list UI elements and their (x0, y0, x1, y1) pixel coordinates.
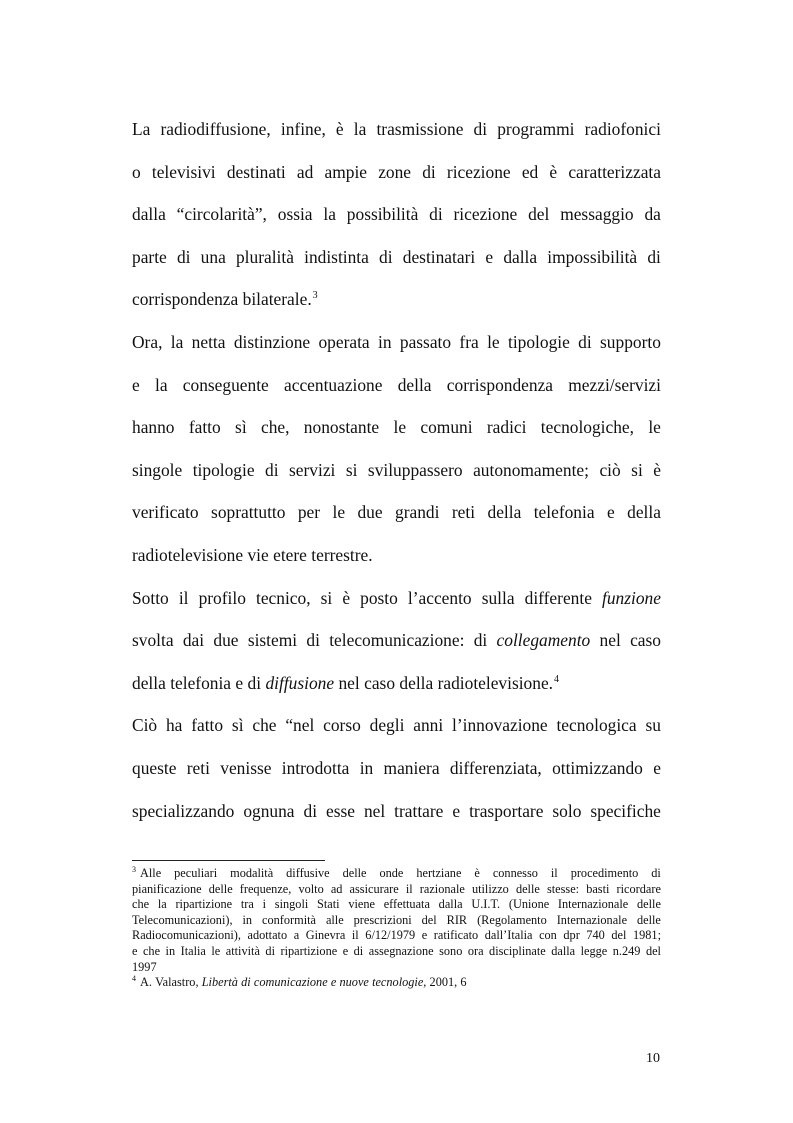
word: differente (524, 587, 592, 608)
word: supporto (600, 331, 661, 352)
body-line (132, 619, 661, 662)
word: svolta (132, 630, 174, 651)
word: utilizzo (471, 881, 509, 896)
word: della (627, 502, 661, 523)
word: pluralità (235, 246, 294, 267)
body-line (132, 704, 661, 747)
word: del (645, 943, 661, 958)
word: 2001, (429, 975, 458, 990)
word: Ciò (132, 715, 158, 736)
word: U.I.T. (471, 897, 501, 912)
body-line (132, 278, 661, 321)
word: Radiocomunicazioni), (132, 928, 241, 943)
word: bilaterale.$^3$ (242, 289, 318, 310)
word: ricezione (453, 204, 518, 225)
word: dalla (132, 204, 166, 225)
word: indistinta (304, 246, 369, 267)
word: “nel (285, 715, 315, 736)
word: dai (182, 630, 205, 651)
word: ed (521, 161, 539, 182)
word: programmi (497, 119, 575, 139)
word: la (157, 897, 167, 912)
word: conformità (262, 912, 316, 927)
word: autonomamente; (473, 459, 589, 480)
word: dalla (551, 943, 576, 958)
footnote-separator (132, 860, 325, 861)
word: la (154, 374, 168, 395)
word: 1981; (632, 928, 661, 943)
word: televisivi (151, 161, 216, 182)
word: di (473, 630, 488, 651)
word: radiotelevisione.$^4$ (437, 672, 560, 693)
word: nonostante (303, 417, 380, 438)
word: radiofonici (584, 119, 661, 139)
word: le (393, 417, 407, 438)
word: introdotta (281, 757, 350, 778)
body-line (132, 577, 661, 620)
word: corrispondenza (132, 289, 239, 310)
word: corso (323, 715, 361, 736)
word: di (379, 246, 393, 267)
word: ripartizione (175, 897, 233, 912)
word: e (132, 374, 140, 395)
word: due (213, 630, 239, 651)
emphasis: funzione (602, 587, 661, 608)
word (241, 975, 251, 991)
word: è (549, 161, 558, 182)
word: ad (296, 161, 314, 182)
word: specifiche (590, 800, 661, 821)
word: di (265, 459, 279, 480)
word: della (487, 502, 522, 523)
word: nel (599, 630, 621, 651)
word: caratterizzata (568, 161, 661, 182)
word: Telecomunicazioni), (132, 912, 233, 927)
word: zone (378, 161, 412, 182)
word: servizi (289, 459, 336, 480)
emphasis: diffusione (265, 672, 335, 693)
word: 1997 (132, 959, 157, 974)
word: e (485, 246, 494, 267)
word: su (645, 715, 661, 736)
word: terrestre. (311, 544, 373, 565)
word: si (320, 587, 333, 608)
word: che, (260, 417, 290, 438)
word (202, 975, 238, 991)
word: ottimizzando (552, 757, 643, 778)
word: telefonia (170, 672, 232, 693)
word: maniera (383, 757, 440, 778)
word: $^3$ Alle (132, 865, 162, 880)
word: di (353, 943, 364, 958)
word: basti (586, 881, 610, 896)
footnote-line (132, 944, 661, 960)
word: posto (360, 587, 398, 608)
word: della (397, 374, 432, 395)
word: del (528, 204, 550, 225)
word: la (170, 331, 184, 352)
word: singoli (274, 897, 309, 912)
body-line (132, 491, 661, 534)
word: soprattutto (211, 502, 286, 523)
footnote-line (132, 897, 661, 913)
word (340, 975, 369, 991)
word: con (539, 928, 557, 943)
word: trasportare (469, 800, 544, 821)
word: razionale (419, 881, 465, 896)
word: trasmissione (376, 119, 464, 139)
word: corrispondenza (446, 374, 554, 395)
word: del (421, 912, 437, 927)
word: in (242, 912, 253, 927)
page-number: 10 (646, 1051, 660, 1066)
word: nel (338, 672, 360, 693)
word: destinatari (402, 246, 476, 267)
word: in (165, 943, 176, 958)
word: tipologie (192, 459, 255, 480)
word: e (235, 672, 244, 693)
footnote-marker: 3 (312, 290, 318, 302)
word: l’accento (407, 587, 472, 608)
word: ricordare (616, 881, 661, 896)
footnote-line (132, 882, 661, 898)
word: La (132, 119, 151, 139)
word: diffusive (286, 866, 330, 880)
word: si (345, 459, 358, 480)
word: ognuna (243, 800, 295, 821)
word: ratificato (433, 928, 479, 943)
emphasis: nuove (339, 975, 369, 990)
word: di (647, 246, 661, 267)
footnote-line (132, 866, 661, 882)
word: conseguente (182, 374, 269, 395)
word: il (351, 928, 359, 943)
word: netta (191, 331, 226, 352)
word: di (473, 119, 488, 139)
word: “circolarità”, (176, 204, 267, 225)
emphasis: collegamento (496, 630, 591, 651)
word: che (252, 715, 277, 736)
word: che (132, 897, 150, 912)
word: reti (451, 502, 476, 523)
body-line (132, 534, 661, 577)
word: anni (413, 715, 444, 736)
word: solo (552, 800, 582, 821)
word: ossia (277, 204, 313, 225)
word: parte (132, 246, 167, 267)
word: effettuata (383, 897, 430, 912)
word: messaggio (560, 204, 634, 225)
word: del (611, 928, 627, 943)
word: volto (298, 881, 324, 896)
word: singole (132, 459, 183, 480)
word: pianificazione (132, 881, 202, 896)
word: hanno (132, 417, 175, 438)
word: comuni (420, 417, 473, 438)
word (254, 975, 328, 991)
word: l’innovazione (452, 715, 548, 736)
word: in (359, 757, 374, 778)
word: di (651, 866, 661, 880)
word: radici (486, 417, 527, 438)
word: n.249 (612, 943, 641, 958)
word: sì (235, 417, 247, 438)
word: sì (231, 715, 244, 736)
emphasis: tecnologie, (372, 975, 427, 990)
word: tecnico, (255, 587, 311, 608)
body-line (132, 790, 661, 833)
word: passato (399, 331, 452, 352)
word: di (578, 331, 592, 352)
body-line (132, 364, 661, 407)
word: legge (580, 943, 608, 958)
word: caso (630, 630, 661, 651)
word: la (323, 204, 336, 225)
word: e (653, 757, 661, 778)
word: la (353, 119, 367, 139)
word: ha (165, 715, 183, 736)
word (372, 975, 426, 991)
word: di (176, 246, 191, 267)
word: Stati (317, 897, 340, 912)
body-line (132, 449, 661, 492)
word: da (644, 204, 661, 225)
word: e (452, 800, 461, 821)
word: ad (330, 881, 343, 896)
main-text (132, 108, 661, 832)
word: 6 (460, 975, 467, 990)
word (331, 975, 336, 991)
word: prescrizioni (353, 912, 412, 927)
word: delle (515, 881, 540, 896)
word: operata (318, 331, 370, 352)
word: vie (247, 544, 269, 565)
word: specializzando (132, 800, 235, 821)
word: (Unione (508, 897, 550, 912)
word: delle (342, 866, 367, 880)
body-line (132, 108, 661, 151)
word (265, 662, 334, 705)
word: tipologie (507, 331, 570, 352)
word: onde (379, 866, 404, 880)
word: ora (467, 943, 484, 958)
word: distinzione (233, 331, 311, 352)
word: peculiari (174, 866, 218, 880)
word: due (357, 502, 383, 523)
word: Ora, (132, 331, 163, 352)
word: assicurare (349, 881, 399, 896)
word: telecomunicazione: (329, 630, 465, 651)
word: frequenze, (239, 881, 292, 896)
body-line (132, 406, 661, 449)
word: verificato (132, 502, 199, 523)
word: telefonia (533, 502, 595, 523)
body-line (132, 662, 661, 705)
word: il (550, 866, 558, 880)
footnote-line (132, 960, 661, 976)
word: dalla (503, 246, 538, 267)
word: etere (273, 544, 307, 565)
word: le (211, 943, 221, 958)
word: è (474, 866, 480, 880)
word: fatto (188, 417, 221, 438)
emphasis: Libertà (201, 975, 238, 990)
word: tecnologica (556, 715, 637, 736)
word: le (332, 502, 346, 523)
word: disciplinate (489, 943, 546, 958)
word: della (132, 672, 166, 693)
word: per (297, 502, 321, 523)
word: tecnologiche, (540, 417, 634, 438)
word: 740 (586, 928, 605, 943)
word: il (405, 881, 413, 896)
word: destinati (226, 161, 286, 182)
word: Ginevra (305, 928, 346, 943)
body-line (132, 193, 661, 236)
word: Internazionale (557, 897, 629, 912)
word: che (142, 943, 161, 958)
footnote-line (132, 975, 661, 991)
body-line (132, 747, 661, 790)
word: $^4$ A. (132, 974, 152, 990)
word: è (335, 119, 344, 139)
word: delle (636, 912, 661, 927)
word: possibilità (346, 204, 419, 225)
word: di (422, 161, 436, 182)
word: e (606, 502, 615, 523)
word: le (648, 417, 661, 438)
word: radiotelevisione (132, 544, 244, 565)
emphasis: e (330, 975, 337, 990)
word: o (132, 161, 141, 182)
word: tra (240, 897, 254, 912)
word: degli (369, 715, 405, 736)
body-line (132, 236, 661, 279)
word: sistemi (247, 630, 298, 651)
word: in (378, 331, 392, 352)
word: radiodiffusione, (160, 119, 271, 139)
word: il (178, 587, 189, 608)
word: Sotto (132, 587, 169, 608)
word: è (653, 459, 661, 480)
word: di (303, 800, 318, 821)
word: a (293, 928, 300, 943)
word: sono (439, 943, 463, 958)
word: ciò (599, 459, 621, 480)
word: 6/12/1979 (365, 928, 416, 943)
word: e (132, 943, 138, 958)
word: procedimento (570, 866, 639, 880)
word (497, 619, 591, 662)
word: attività (225, 943, 260, 958)
word: di (247, 672, 262, 693)
word: modalità (230, 866, 274, 880)
word: dall’Italia (484, 928, 533, 943)
word: fra (459, 331, 479, 352)
word: Internazionale (556, 912, 628, 927)
word: e (421, 928, 428, 943)
word: Valastro, (155, 975, 199, 990)
word: accentuazione (284, 374, 383, 395)
word: mezzi/servizi (568, 374, 661, 395)
word: (Regolamento (477, 912, 547, 927)
footnote-marker: 4 (554, 673, 560, 685)
emphasis: di (241, 975, 251, 990)
word: impossibilità (547, 246, 638, 267)
word: connesso (492, 866, 538, 880)
word: esse (326, 800, 355, 821)
word: sulla (481, 587, 515, 608)
word: alle (325, 912, 344, 927)
word: reti (186, 757, 210, 778)
word: profilo (198, 587, 246, 608)
word: della (399, 672, 434, 693)
body-line (132, 151, 661, 194)
word: dalla (438, 897, 463, 912)
footnote-marker: 3 (132, 865, 136, 874)
word: nel (363, 800, 386, 821)
word: i (262, 897, 267, 912)
word: hertziane (416, 866, 462, 880)
word: RIR (446, 912, 468, 927)
emphasis: comunicazione (253, 975, 328, 990)
word: stesse: (546, 881, 580, 896)
word: le (487, 331, 500, 352)
word: queste (132, 757, 177, 778)
word: ripartizione (280, 943, 338, 958)
footnote-marker: 4 (132, 974, 136, 984)
word: venisse (220, 757, 272, 778)
word: infine, (280, 119, 326, 139)
footnote-line (132, 928, 661, 944)
word: è (342, 587, 351, 608)
word: grandi (395, 502, 440, 523)
word (602, 577, 661, 620)
word: delle (637, 897, 661, 912)
word: viene (348, 897, 375, 912)
word: di (429, 204, 443, 225)
word: fatto (191, 715, 224, 736)
word: e (342, 943, 349, 958)
word: ampie (324, 161, 368, 182)
word: dpr (563, 928, 580, 943)
word: di (306, 630, 320, 651)
word: Italia (180, 943, 206, 958)
footnote-line (132, 913, 661, 929)
word: sviluppassero (367, 459, 463, 480)
word: assegnazione (368, 943, 434, 958)
word: una (200, 246, 226, 267)
word: adottato (247, 928, 288, 943)
word: trattare (394, 800, 444, 821)
word: caso (364, 672, 396, 693)
word: differenziata, (449, 757, 542, 778)
word: di (265, 943, 275, 958)
body-line (132, 321, 661, 364)
word: delle (208, 881, 233, 896)
word: ricezione (446, 161, 511, 182)
footnotes (132, 866, 661, 991)
word: si (631, 459, 643, 480)
